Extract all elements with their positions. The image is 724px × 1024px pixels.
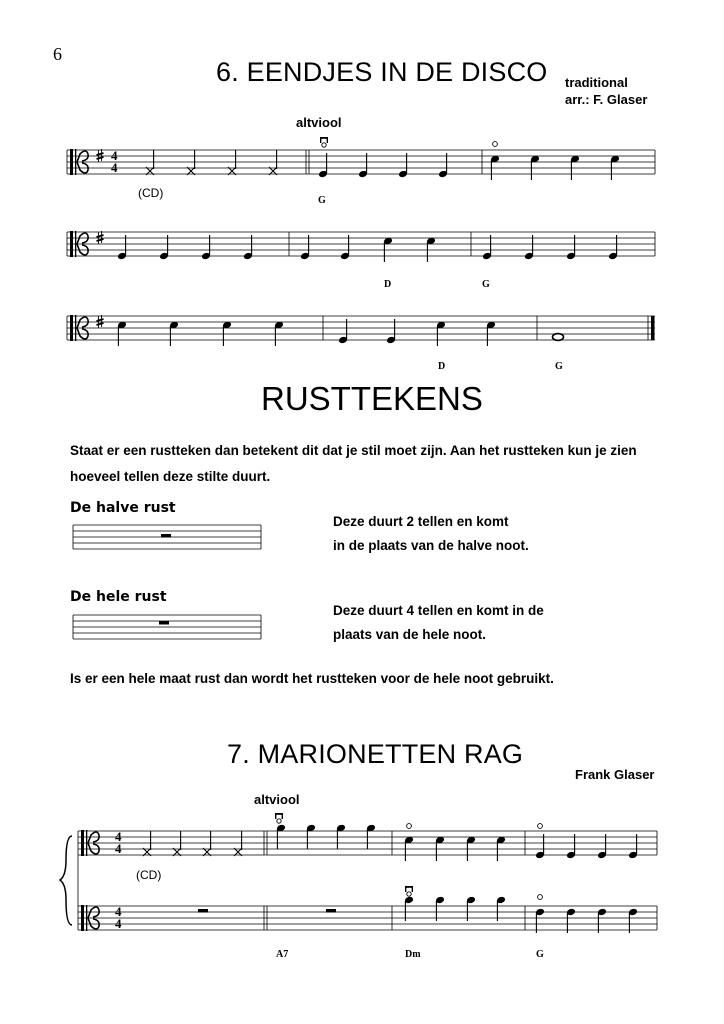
- chord-label: G: [318, 195, 326, 206]
- whole-rest-text-line2: plaats van de hele noot.: [333, 627, 487, 642]
- song-credit: Frank Glaser: [575, 767, 655, 782]
- page-number: 6: [53, 44, 62, 64]
- whole-rest-text-line1: Deze duurt 4 tellen en komt in de: [333, 603, 544, 618]
- chord-label: A7: [276, 949, 289, 960]
- half-rest-text-line1: Deze duurt 2 tellen en komt: [333, 514, 509, 529]
- song-credit-arranger: arr.: F. Glaser: [565, 92, 648, 107]
- song-credit-traditional: traditional: [565, 75, 628, 90]
- song-title: 6. EENDJES IN DE DISCO: [216, 57, 548, 87]
- half-rest-text-line2: in de plaats van de halve noot.: [333, 538, 529, 553]
- instrument-label: altviool: [254, 792, 300, 807]
- whole-rest-symbol: [159, 621, 169, 625]
- instrument-label: altviool: [296, 115, 342, 130]
- section-title: RUSTTEKENS: [261, 380, 483, 417]
- whole-rest-label: De hele rust: [70, 589, 167, 605]
- song-title: 7. MARIONETTEN RAG: [227, 739, 524, 769]
- chord-label: G: [555, 361, 563, 372]
- staff-system-1: 4 4: [0, 0, 724, 1024]
- intro-paragraph: Staat er een rustteken dan betekent dit dat je stil moet zijn. Aan het rustteken kun je zien hoeveel tellen deze stilte duurt.: [70, 443, 637, 484]
- chord-label: D: [438, 361, 446, 372]
- cd-label: (CD): [136, 868, 162, 882]
- outro-paragraph: Is er een hele maat rust dan wordt het rustteken voor de hele noot gebruikt.: [70, 671, 554, 686]
- chord-label: D: [384, 279, 392, 290]
- chord-label: Dm: [405, 949, 421, 960]
- half-rest-label: De halve rust: [70, 500, 176, 516]
- cd-label: (CD): [138, 186, 164, 200]
- chord-label: G: [482, 279, 490, 290]
- half-rest-symbol: [161, 534, 171, 538]
- chord-label: G: [536, 949, 544, 960]
